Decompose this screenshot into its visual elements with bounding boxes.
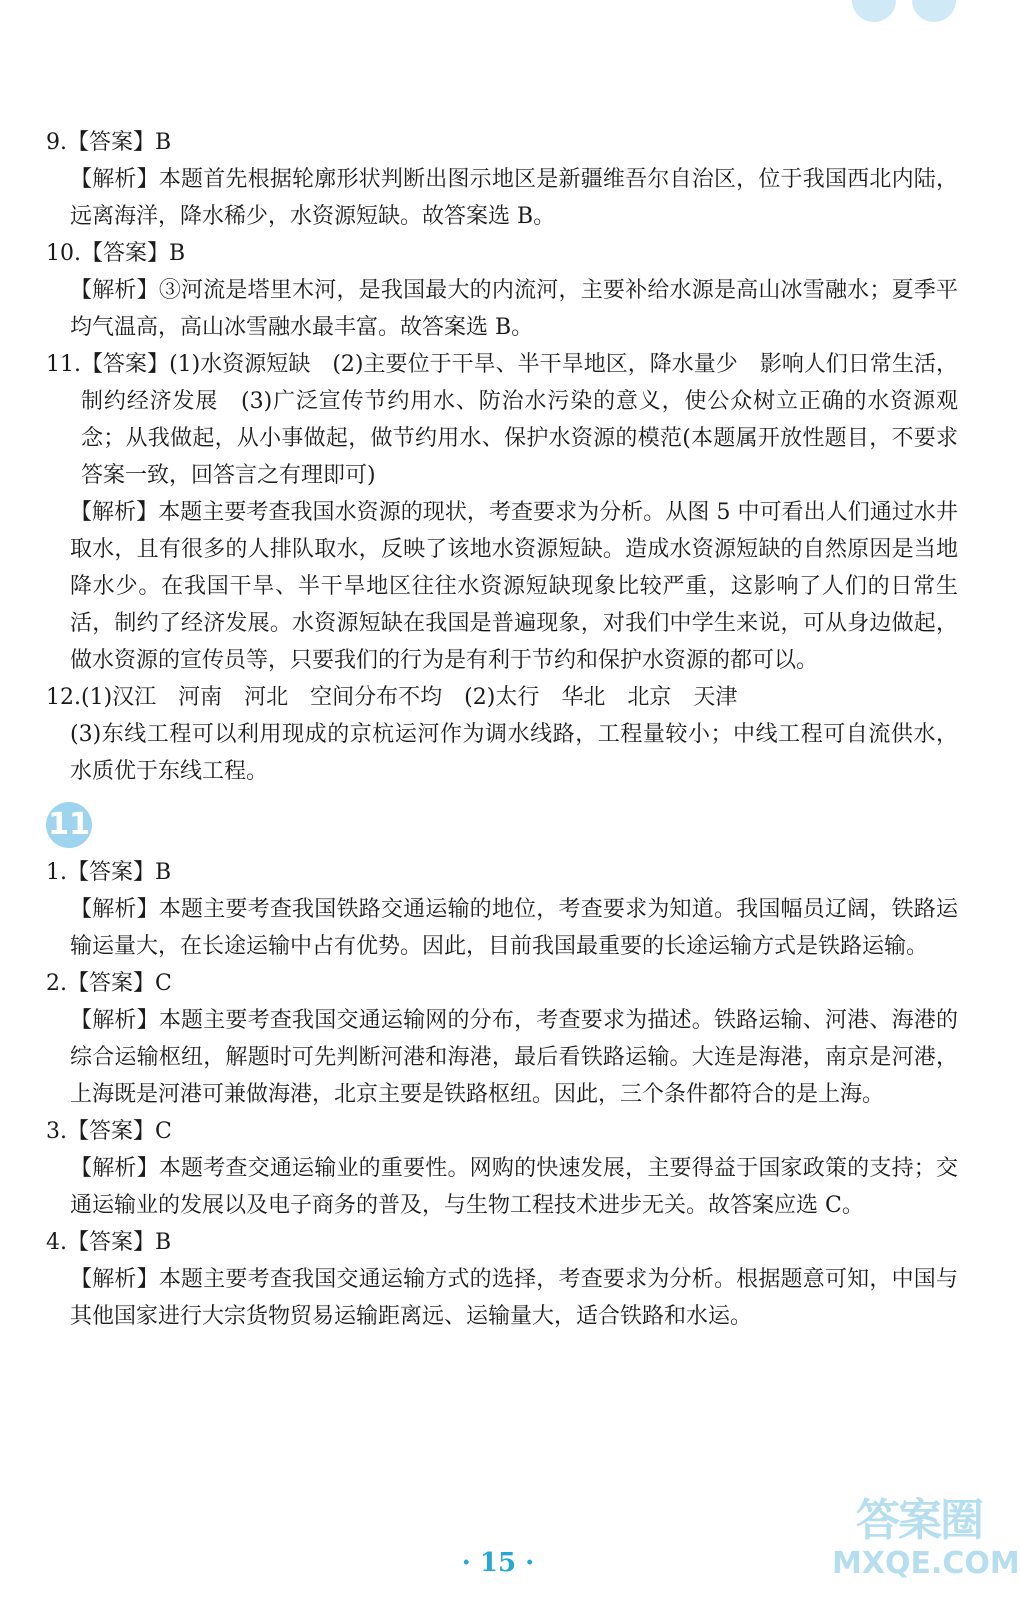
item-analysis: 【解析】本题首先根据轮廓形状判断出图示地区是新疆维吾尔自治区，位于我国西北内陆，远离海洋，降水稀少，水资源短缺。故答案选 B。 xyxy=(70,167,958,229)
watermark-logo xyxy=(832,1495,1020,1592)
item-number: 9. xyxy=(46,130,67,155)
item-analysis: (3)东线工程可以利用现成的京杭运河作为调水线路，工程量较小；中线工程可自流供水，水质优于东线工程。 xyxy=(70,722,958,784)
answer-item-4 xyxy=(46,1224,958,1335)
item-number: 12. xyxy=(46,685,81,710)
decorative-circle xyxy=(852,0,896,22)
item-answer-line xyxy=(46,854,958,891)
item-answer: 【答案】C xyxy=(67,971,172,996)
item-analysis: 【解析】本题考查交通运输业的重要性。网购的快速发展，主要得益于国家政策的支持；交通运输业的发展以及电子商务的普及，与生物工程技术进步无关。故答案应选 C。 xyxy=(70,1156,958,1218)
item-answer: 【答案】B xyxy=(67,130,172,155)
item-answer-line xyxy=(46,346,958,494)
decorative-circle xyxy=(912,0,956,22)
watermark-domain: MXQE.COM xyxy=(832,1546,1020,1581)
item-analysis: 【解析】本题主要考查我国铁路交通运输的地位，考查要求为知道。我国幅员辽阔，铁路运输运量大，在长途运输中占有优势。因此，目前我国最重要的长途运输方式是铁路运输。 xyxy=(70,897,958,959)
answer-item-11 xyxy=(46,346,958,679)
item-number: 2. xyxy=(46,971,67,996)
item-answer-line xyxy=(46,235,958,272)
item-number: 11. xyxy=(46,352,81,377)
item-analysis: 【解析】本题主要考查我国交通运输方式的选择，考查要求为分析。根据题意可知，中国与其他国家进行大宗货物贸易运输距离远、运输量大，适合铁路和水运。 xyxy=(70,1267,958,1329)
answer-item-9 xyxy=(46,124,958,235)
item-answer: 【答案】C xyxy=(67,1119,172,1144)
item-answer: 【答案】B xyxy=(67,1230,172,1255)
item-answer-line xyxy=(46,679,958,716)
item-answer-line xyxy=(46,124,958,161)
item-number: 1. xyxy=(46,860,67,885)
answer-item-2 xyxy=(46,965,958,1113)
page-number: · 15 · xyxy=(461,1548,535,1578)
answer-item-3 xyxy=(46,1113,958,1224)
answer-item-1 xyxy=(46,854,958,965)
item-number: 4. xyxy=(46,1230,67,1255)
item-analysis: 【解析】③河流是塔里木河，是我国最大的内流河，主要补给水源是高山冰雪融水；夏季平均气温高，高山冰雪融水最丰富。故答案选 B。 xyxy=(70,278,958,340)
answer-item-10 xyxy=(46,235,958,346)
item-number: 10. xyxy=(46,241,81,266)
watermark-logo-text: 答案圈 xyxy=(856,1495,982,1546)
item-answer: 【答案】(1)水资源短缺 (2)主要位于干旱、半干旱地区，降水量少 影响人们日常生活，制约经济发展 (3)广泛宣传节约用水、防治水污染的意义，使公众树立正确的水资源观念；从我做起，从小事做起，做节约用水、保护水资源的模范(本题属开放性题目，不要求答案一致，回答言之有理即可) xyxy=(81,352,958,488)
item-analysis: 【解析】本题主要考查我国交通运输网的分布，考查要求为描述。铁路运输、河港、海港的综合运输枢纽，解题时可先判断河港和海港，最后看铁路运输。大连是海港，南京是河港，上海既是河港可兼做海港，北京主要是铁路枢纽。因此，三个条件都符合的是上海。 xyxy=(70,1008,958,1107)
item-number: 3. xyxy=(46,1119,67,1144)
item-answer: 【答案】B xyxy=(67,860,172,885)
item-answer-line xyxy=(46,1113,958,1150)
item-answer-line xyxy=(46,965,958,1002)
item-answer: 【答案】B xyxy=(81,241,186,266)
item-analysis: 【解析】本题主要考查我国水资源的现状，考查要求为分析。从图 5 中可看出人们通过水井取水，且有很多的人排队取水，反映了该地水资源短缺。造成水资源短缺的自然原因是当地降水少。在我国干旱、半干旱地区往往水资源短缺现象比较严重，这影响了人们的日常生活，制约了经济发展。水资源短缺在我国是普遍现象，对我们中学生来说，可从身边做起，做水资源的宣传员等，只要我们的行为是有利于节约和保护水资源的都可以。 xyxy=(70,500,958,673)
answer-content xyxy=(46,124,958,1335)
item-answer-line xyxy=(46,1224,958,1261)
answer-item-12 xyxy=(46,679,958,790)
section-number-badge: 11 xyxy=(46,802,92,848)
item-answer: (1)汉江 河南 河北 空间分布不均 (2)太行 华北 北京 天津 xyxy=(81,685,738,710)
